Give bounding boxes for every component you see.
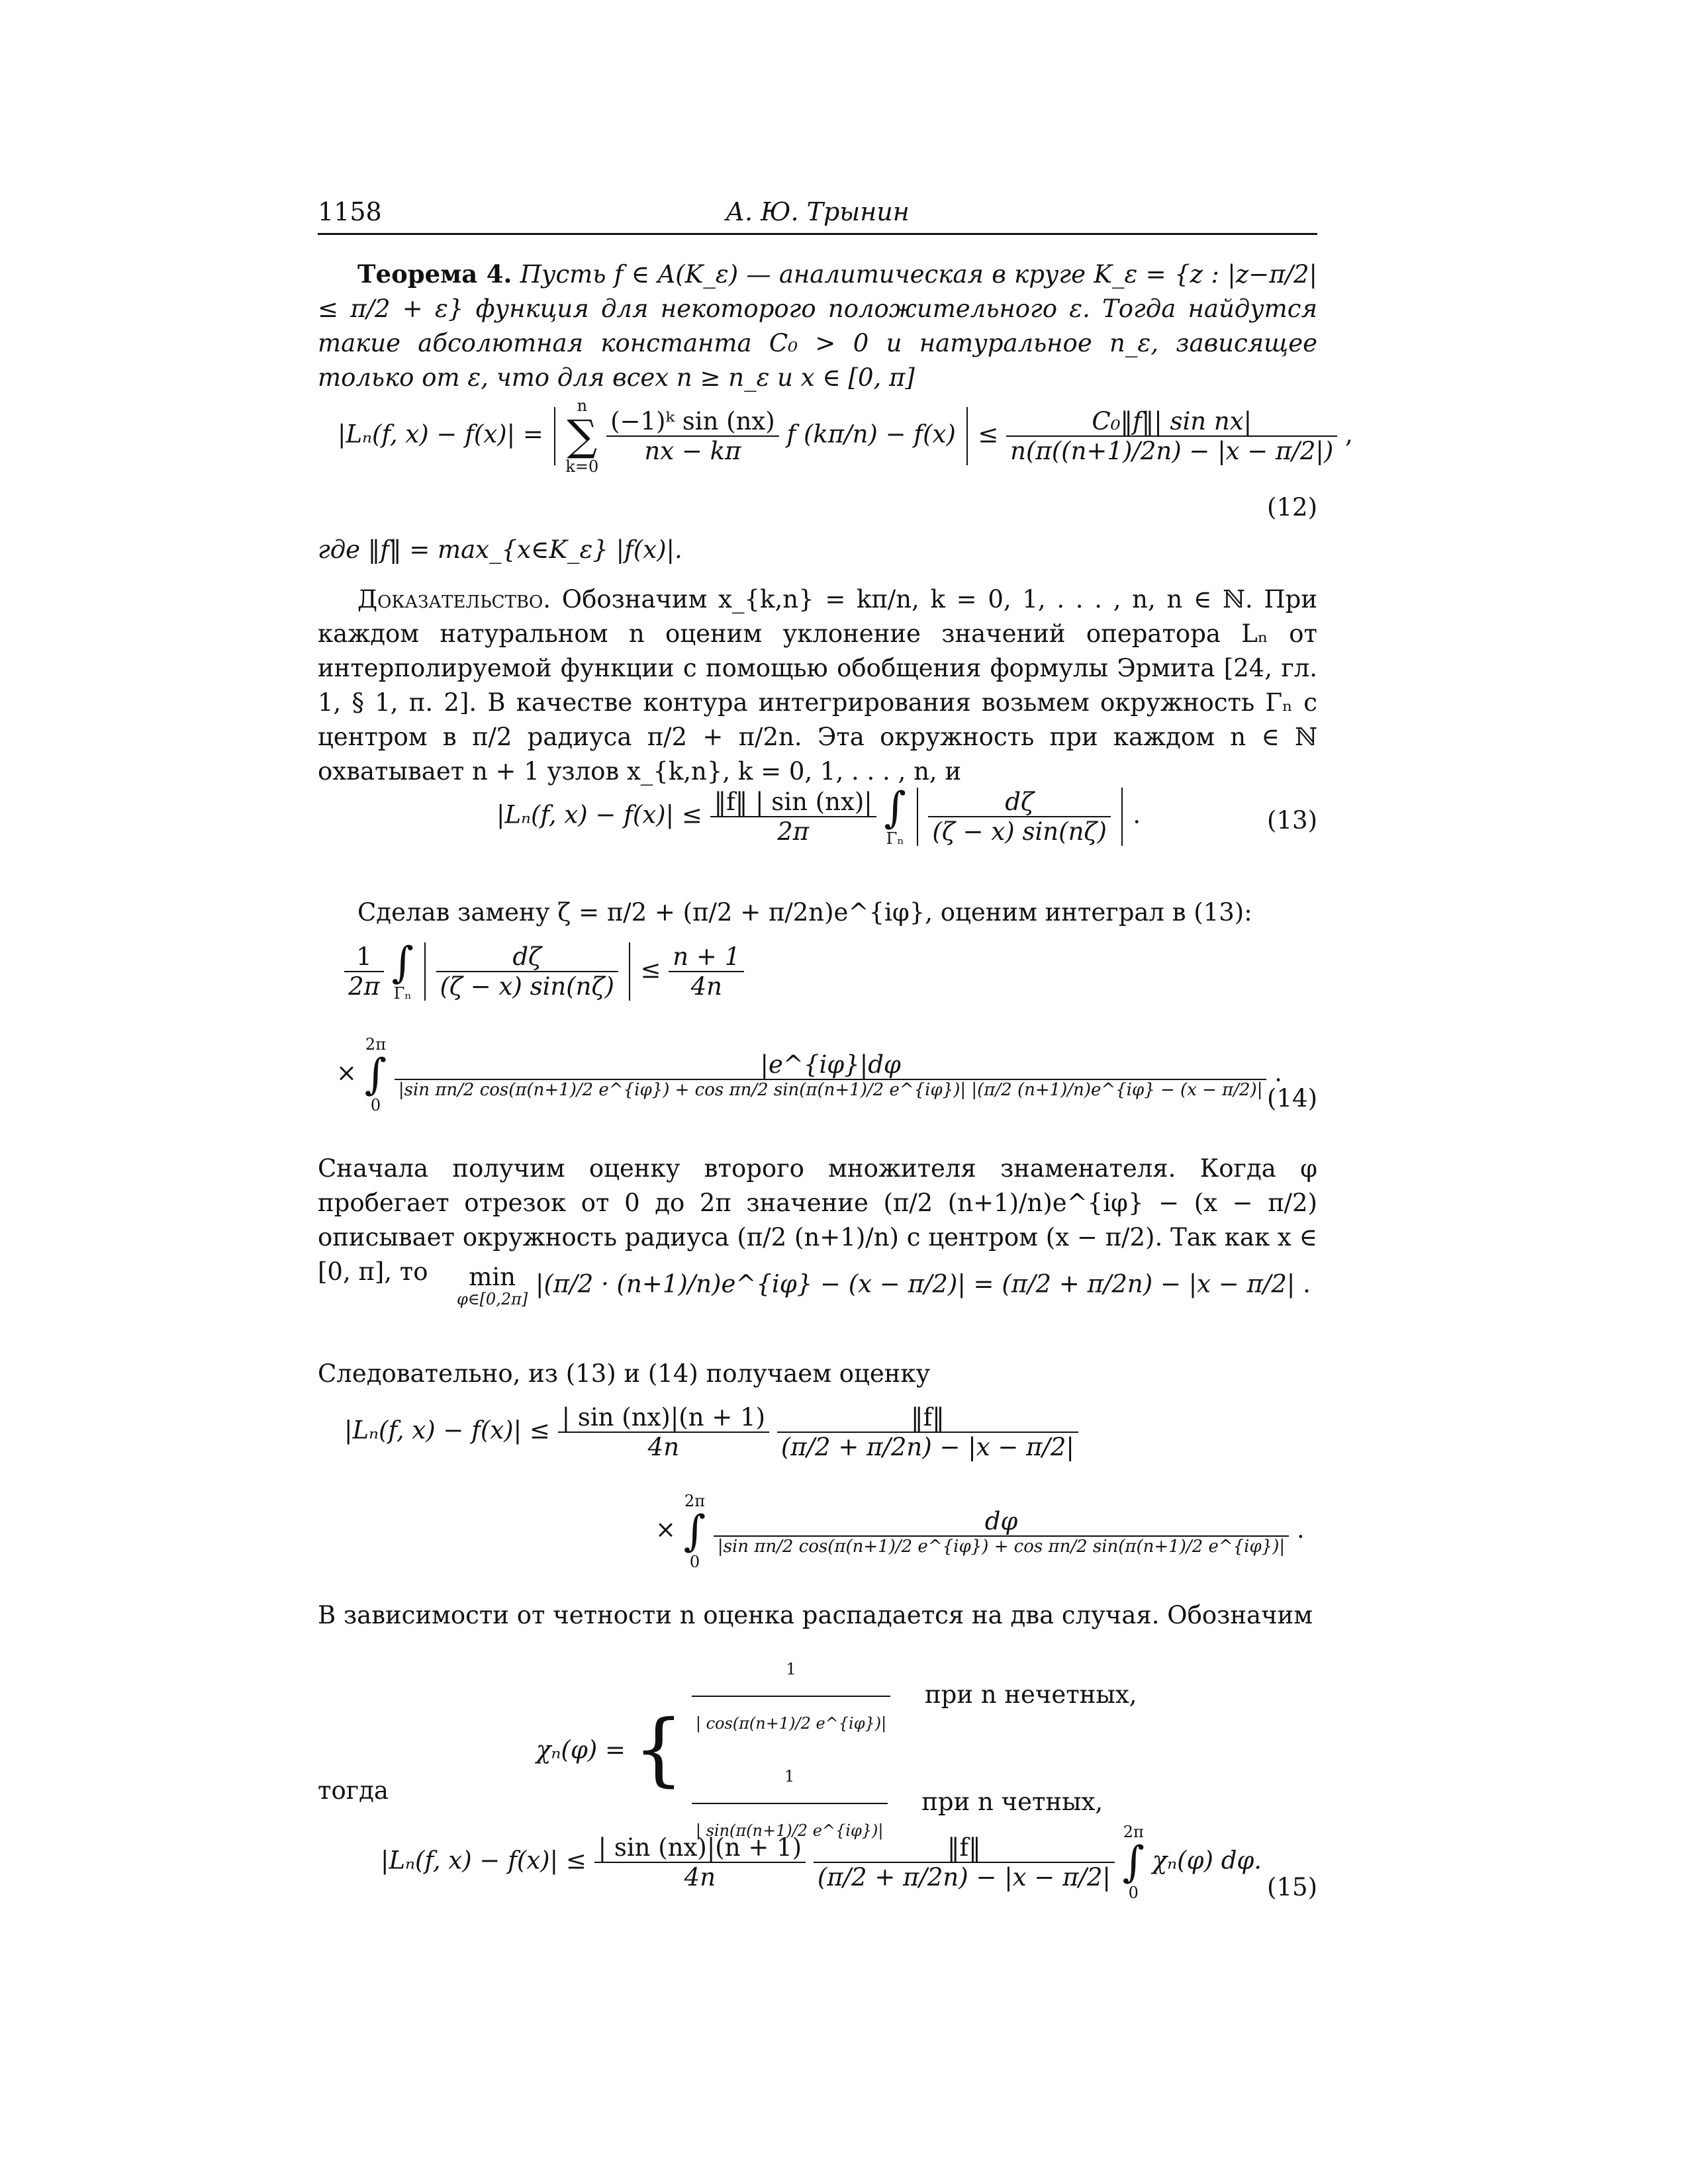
eq12-sum-top: n — [577, 396, 588, 415]
eq13-frac-num: ‖f‖ | sin (nx)| — [710, 788, 876, 817]
equation-15 — [381, 1823, 1262, 1901]
eq14-times: × — [336, 1058, 357, 1087]
theorem-text: Пусть f ∈ A(K_ε) — аналитическая в круге K_ε = {z : |z−π/2| ≤ π/2 + ε} функция для некоторого положительного ε. Тогда найдутся такие абсолютная константа C₀ > 0 и натуральное n_ε, зависящее только от ε, что для всех n ≥ n_ε и x ∈ [0, π] — [318, 260, 1317, 392]
then-text: тогда — [318, 1776, 389, 1805]
min-body: |(π/2 · (n+1)/n)e^{iφ} − (x − π/2)| = (π/2 + π/2n) − |x − π/2| — [536, 1269, 1295, 1298]
eq12-lhs: |Lₙ(f, x) − f(x)| = — [338, 420, 543, 449]
eq15-f2 — [814, 1833, 1115, 1891]
chi-case2-den: | sin(π(n+1)/2 e^{iφ})| — [695, 1821, 884, 1840]
eq14-line1-fraction — [436, 942, 618, 1001]
eq14-line1-num: dζ — [436, 942, 618, 972]
eq14-integral — [365, 1036, 387, 1114]
substitution-paragraph — [318, 895, 1317, 930]
integral-symbol: ∫ — [1122, 1838, 1145, 1887]
para2-text: Сначала получим оценку второго множителя знаменателя. Когда φ пробегает отрезок от 0 до 2π значение (π/2 (n+1)/n)e^{iφ} − (x − π/2) описывает окружность радиуса (π/2 (n+1)/n) с центром (x − π/2). Так как x ∈ [0, π], то — [318, 1154, 1317, 1286]
eq14-fraction — [395, 1050, 1267, 1100]
eq13-tail: . — [1133, 800, 1141, 829]
eq14-line1-integral — [391, 938, 414, 1003]
page-number: 1158 — [318, 197, 382, 226]
est-f3 — [714, 1507, 1289, 1557]
proof-label: Доказательство. — [357, 585, 551, 614]
running-header — [318, 192, 1317, 235]
eq12-mid: f (kπ/n) − f(x) — [786, 420, 956, 449]
proof-paragraph — [318, 582, 1317, 789]
proof-text: Обозначим x_{k,n} = kπ/n, k = 0, 1, . . . , n, n ∈ ℕ. При каждом натуральном n оценим уклонение значений оператора Lₙ от интерполируемой функции с помощью обобщения формулы Эрмита [24, гл. 1, § 1, п. 2]. В качестве контура интегрирования возьмем окружность Γₙ с центром в π/2 радиуса π/2 + π/2n. Эта окружность при каждом n ∈ ℕ охватывает n + 1 узлов x_{k,n}, k = 0, 1, . . . , n, и — [318, 585, 1317, 786]
eq13-bar-close — [1121, 788, 1123, 846]
eq13-fraction — [710, 788, 876, 846]
integral-symbol: ∫ — [884, 784, 906, 833]
eq13-int-lower: Γₙ — [886, 829, 904, 848]
chi-case1-cond: при n нечетных, — [925, 1680, 1137, 1709]
eq12-bar-open — [554, 407, 555, 465]
eq15-f2-num: ‖f‖ — [814, 1833, 1115, 1863]
paper-page — [318, 192, 1353, 1979]
equation-12 — [338, 397, 1353, 475]
eq14-int-lower: 0 — [370, 1096, 381, 1115]
eq12-sum-bottom: k=0 — [565, 457, 599, 476]
paragraph-parity — [318, 1598, 1317, 1633]
eq14-tail: . — [1274, 1058, 1282, 1087]
eq15-int-upper: 2π — [1123, 1823, 1144, 1841]
equation-13 — [496, 786, 1141, 847]
eq14-coef-den: 2π — [348, 972, 380, 1001]
eq13-int-den: (ζ − x) sin(nζ) — [932, 817, 1107, 846]
sum-symbol: ∑ — [567, 412, 598, 461]
running-author: А. Ю. Трынин — [726, 197, 910, 226]
est-f1-den: 4n — [647, 1433, 680, 1461]
chi-case-odd — [692, 1643, 1137, 1750]
chi-lhs: χₙ(φ) = — [536, 1735, 626, 1764]
eq12-rhs-num: C₀‖f‖| sin nx| — [1006, 407, 1337, 437]
eq14-line1-int-lower: Γₙ — [393, 984, 412, 1003]
est-times: × — [655, 1515, 677, 1544]
chi-case1-den: | cos(π(n+1)/2 e^{iφ})| — [695, 1714, 887, 1733]
eq13-int-fraction — [928, 788, 1110, 846]
equation-min — [457, 1264, 1311, 1308]
min-subscript: φ∈[0,2π] — [457, 1290, 528, 1308]
chi-case1-fraction — [692, 1643, 890, 1750]
equation-14-line-2 — [336, 1036, 1282, 1114]
chi-case2-cond: при n четных, — [921, 1787, 1103, 1816]
est-f1 — [558, 1403, 769, 1461]
eq15-integral — [1123, 1823, 1145, 1901]
eq15-int-lower: 0 — [1128, 1884, 1139, 1902]
para4-text: В зависимости от четности n оценка распадается на два случая. Обозначим — [318, 1601, 1313, 1629]
norm-text: где ‖f‖ = max_{x∈K_ε} |f(x)|. — [318, 535, 682, 564]
est-int-upper: 2π — [684, 1492, 705, 1510]
eq14-line1-rhs — [669, 942, 744, 1001]
equation-number-14: (14) — [1267, 1084, 1317, 1113]
eq13-int-num: dζ — [928, 788, 1110, 817]
est-f2-den: (π/2 + π/2n) − |x − π/2| — [780, 1433, 1074, 1461]
integral-symbol: ∫ — [364, 1050, 387, 1099]
substitution-text: Сделав замену ζ = π/2 + (π/2 + π/2n)e^{iφ}, оценим интеграл в (13): — [357, 898, 1252, 927]
eq12-tail: , — [1345, 420, 1353, 449]
eq15-f1-num: | sin (nx)|(n + 1) — [594, 1833, 806, 1863]
equation-number-12: (12) — [1267, 493, 1317, 522]
eq14-line1-le: ≤ — [640, 955, 661, 984]
eq14-coef — [344, 942, 384, 1001]
chi-brace: { — [633, 1704, 684, 1796]
eq13-lhs: |Lₙ(f, x) − f(x)| ≤ — [496, 800, 702, 829]
eq14-line1-bar-open — [424, 942, 426, 1001]
eq15-f1-den: 4n — [684, 1863, 716, 1891]
equation-estimate-line-2 — [655, 1492, 1305, 1570]
eq15-lhs: |Lₙ(f, x) − f(x)| ≤ — [381, 1846, 586, 1875]
eq12-bar-close — [966, 407, 968, 465]
est-f1-num: | sin (nx)|(n + 1) — [558, 1403, 769, 1433]
eq12-sum — [565, 397, 598, 475]
eq15-f1 — [594, 1833, 806, 1891]
chi-case2-num: 1 — [692, 1750, 888, 1804]
eq14-int-upper: 2π — [365, 1035, 386, 1054]
para3-text: Следовательно, из (13) и (14) получаем оценку — [318, 1359, 931, 1388]
equation-14-line-1 — [344, 938, 744, 1003]
est-f2 — [777, 1403, 1078, 1461]
eq12-le: ≤ — [978, 420, 999, 449]
eq12-sum-num: (−1)ᵏ sin (nx) — [606, 407, 779, 437]
est-f3-den: |sin πn/2 cos(π(n+1)/2 e^{iφ}) + cos πn/2 sin(π(n+1)/2 e^{iφ})| — [717, 1536, 1286, 1557]
equation-number-15: (15) — [1267, 1873, 1317, 1901]
integral-symbol: ∫ — [391, 938, 414, 987]
est-integral — [684, 1492, 706, 1570]
est-f3-num: dφ — [714, 1507, 1289, 1537]
eq14-line1-bar-close — [629, 942, 630, 1001]
est-int-lower: 0 — [689, 1553, 700, 1571]
integral-symbol: ∫ — [683, 1507, 706, 1556]
eq15-integrand: χₙ(φ) dφ. — [1152, 1846, 1262, 1875]
est-f2-num: ‖f‖ — [777, 1403, 1078, 1433]
equation-number-13: (13) — [1267, 806, 1317, 835]
min-symbol: min — [469, 1263, 516, 1291]
eq15-f2-den: (π/2 + π/2n) − |x − π/2| — [817, 1863, 1111, 1891]
eq13-bar-open — [917, 788, 918, 846]
eq12-rhs-fraction — [1006, 407, 1337, 465]
est-lhs: |Lₙ(f, x) − f(x)| ≤ — [344, 1416, 550, 1445]
est-tail: . — [1296, 1515, 1305, 1544]
eq13-frac-den: 2π — [777, 817, 810, 846]
equation-estimate-line-1 — [344, 1403, 1078, 1461]
eq14-line1-rhs-num: n + 1 — [669, 942, 744, 972]
eq14-den: |sin πn/2 cos(π(n+1)/2 e^{iφ}) + cos πn/2 sin(π(n+1)/2 e^{iφ})| |(π/2 (n+1)/n)e^{iφ} − (x − π/2)| — [398, 1079, 1263, 1100]
eq12-rhs-den: n(π((n+1)/2n) − |x − π/2|) — [1010, 437, 1334, 465]
norm-definition — [318, 533, 1317, 567]
eq14-line1-den: (ζ − x) sin(nζ) — [440, 972, 614, 1001]
paragraph-consequently — [318, 1357, 1317, 1391]
min-operator — [457, 1264, 528, 1308]
eq12-sum-den: nx − kπ — [644, 437, 741, 465]
eq14-num: |e^{iφ}|dφ — [395, 1050, 1267, 1080]
min-tail: . — [1303, 1269, 1311, 1298]
chi-case1-num: 1 — [692, 1643, 890, 1697]
eq12-sum-fraction — [606, 407, 779, 465]
paragraph-then — [318, 1774, 1317, 1808]
theorem-statement — [318, 257, 1317, 395]
eq14-line1-rhs-den: 4n — [690, 972, 722, 1001]
eq13-integral — [884, 786, 906, 847]
eq14-coef-num: 1 — [344, 942, 384, 972]
theorem-label: Теорема 4. — [357, 259, 512, 289]
